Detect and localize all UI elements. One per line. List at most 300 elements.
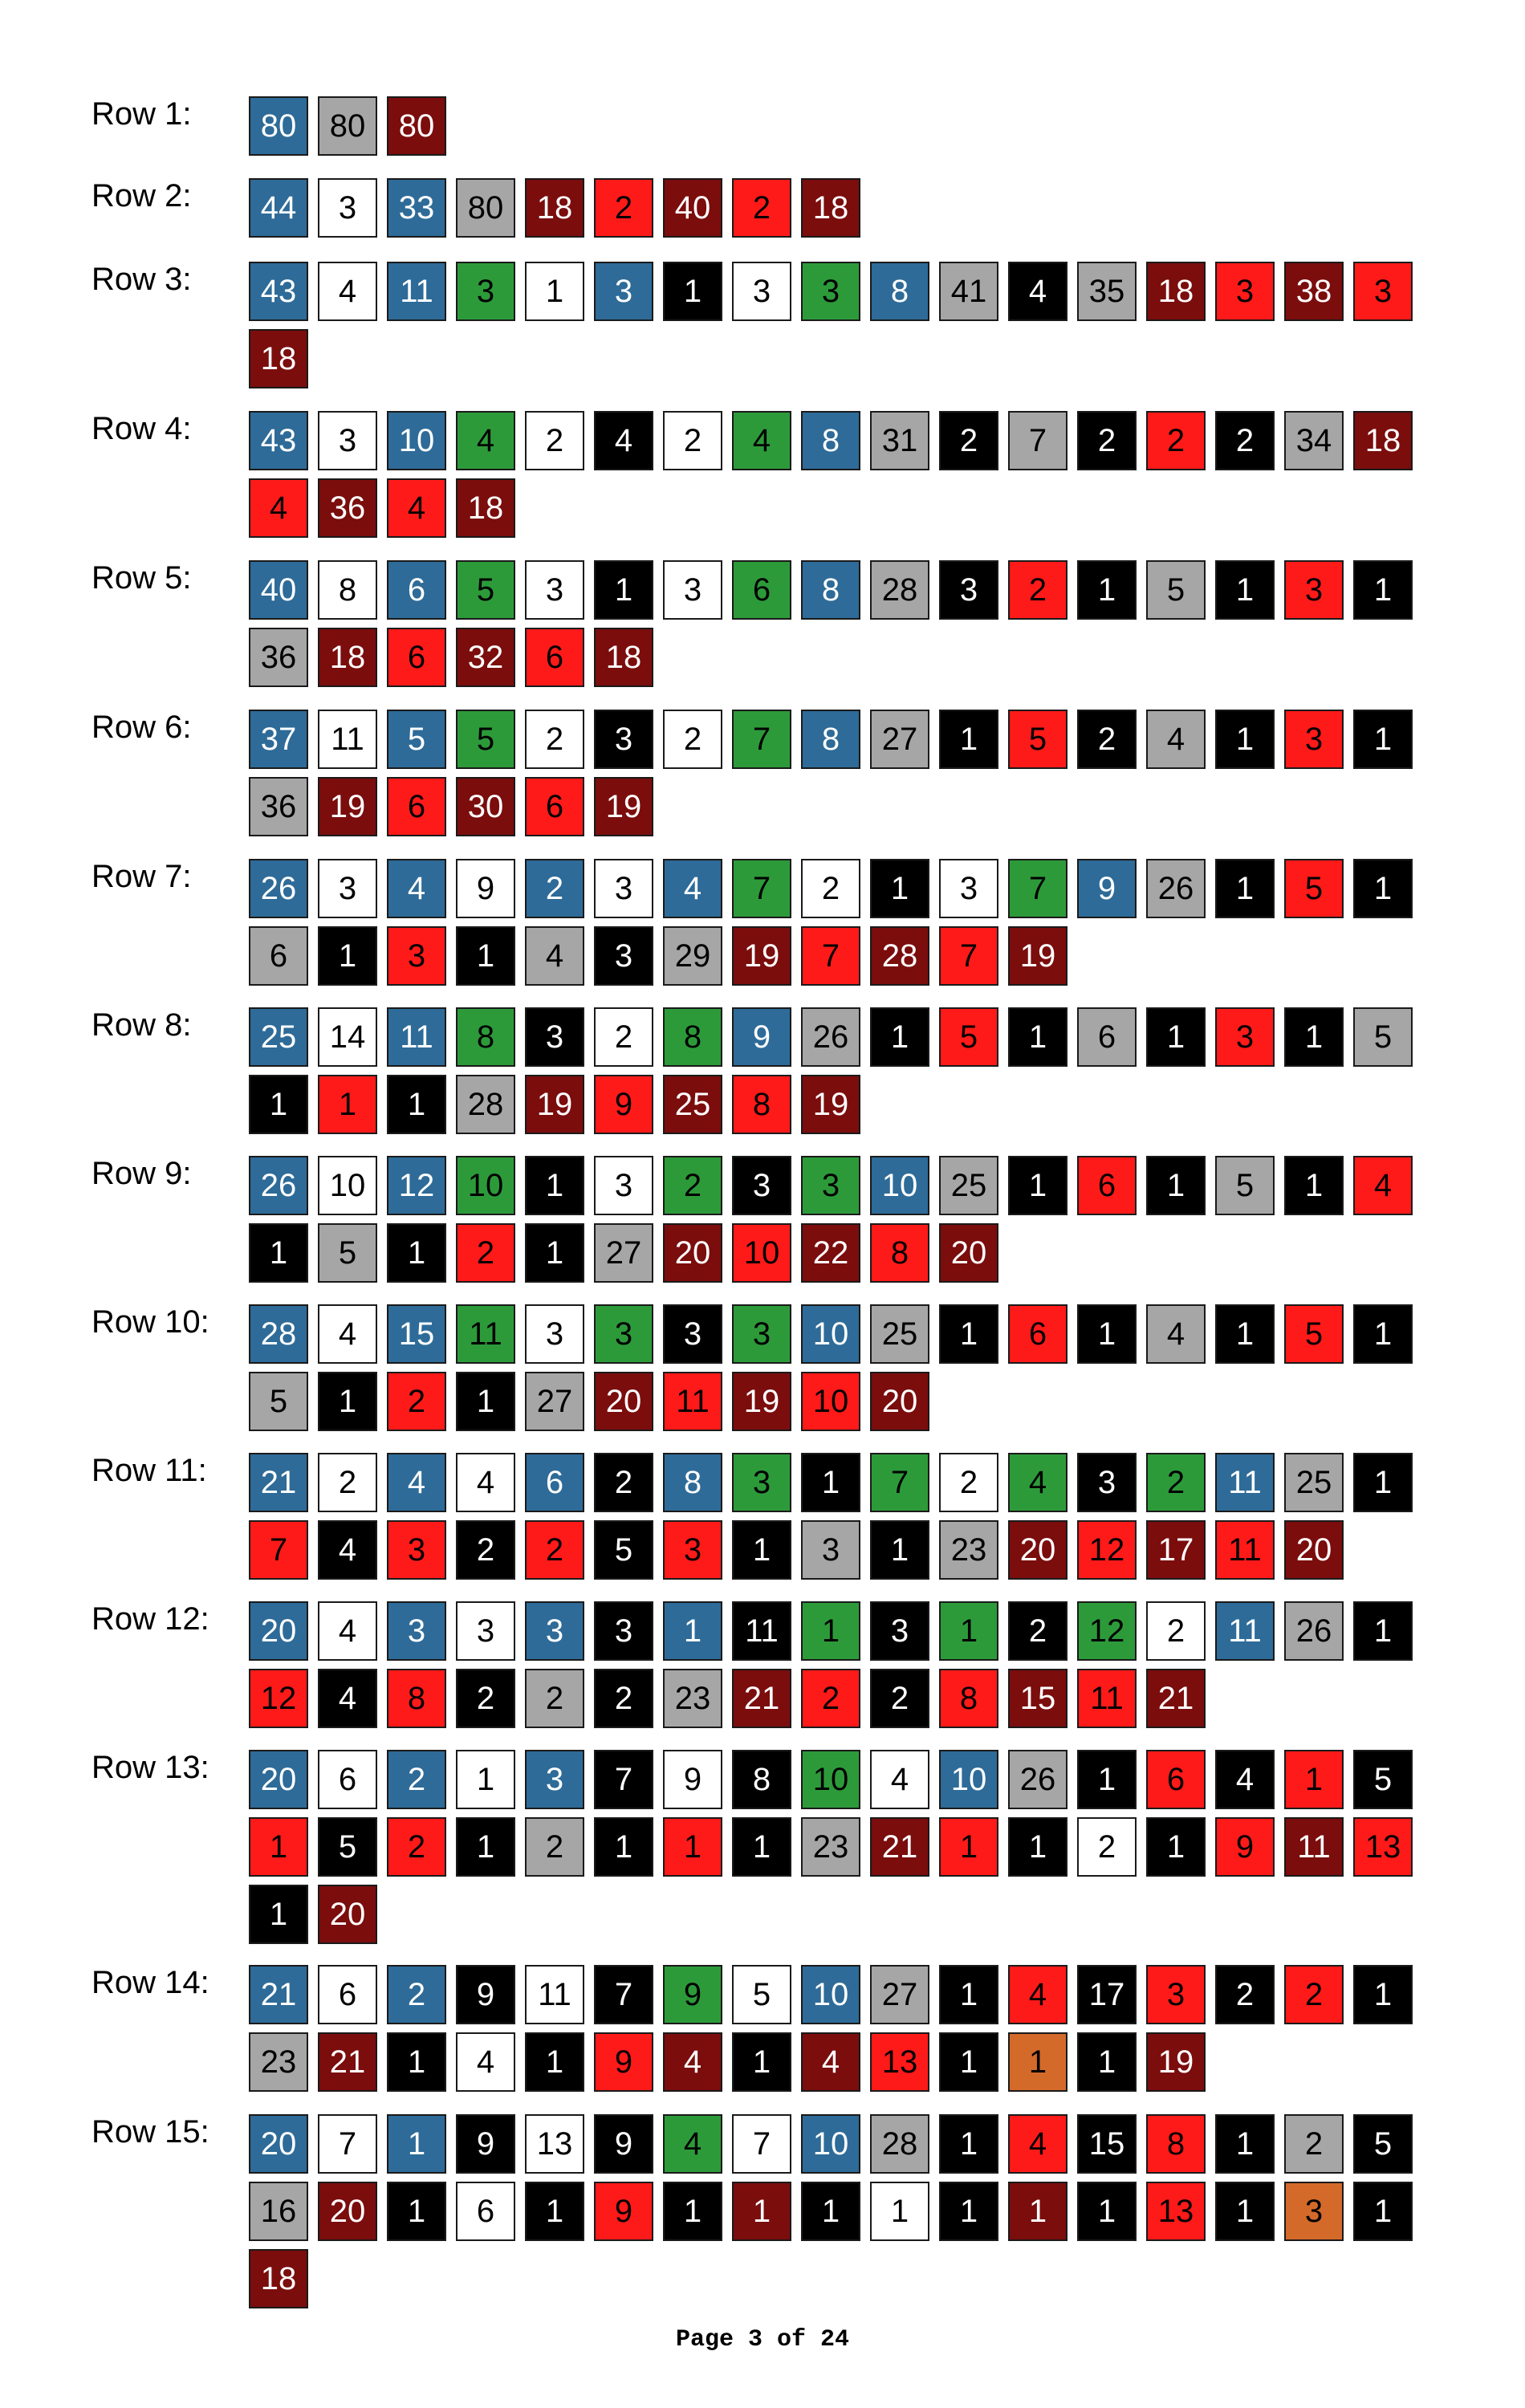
row-label: Row 12: [92, 1601, 209, 1637]
stitch-cell: 20 [1008, 1520, 1068, 1580]
stitch-cell: 9 [456, 1965, 515, 2024]
stitch-cell: 1 [732, 2032, 791, 2092]
stitch-cell: 28 [456, 1075, 515, 1134]
row-label: Row 7: [92, 859, 192, 894]
stitch-cell: 1 [663, 262, 722, 321]
stitch-cell: 4 [1146, 1304, 1206, 1364]
stitch-cell: 11 [1077, 1669, 1137, 1728]
stitch-cell: 1 [1215, 710, 1275, 769]
stitch-cell: 1 [387, 2032, 446, 2092]
stitch-cell: 7 [732, 710, 791, 769]
stitch-cell: 1 [1215, 2182, 1275, 2241]
stitch-cell: 9 [594, 2032, 653, 2092]
stitch-cell: 3 [870, 1601, 929, 1661]
stitch-cell: 1 [870, 1520, 929, 1580]
stitch-cell: 3 [525, 1750, 584, 1809]
stitch-cell: 1 [1284, 1007, 1344, 1067]
stitch-cell: 1 [1077, 560, 1137, 620]
stitch-cell: 9 [594, 2114, 653, 2174]
stitch-cell: 4 [318, 1304, 377, 1364]
stitch-cell: 10 [870, 1156, 929, 1215]
stitch-cell: 14 [318, 1007, 377, 1067]
stitch-cell: 8 [663, 1007, 722, 1067]
stitch-cell: 19 [525, 1075, 584, 1134]
stitch-cell: 2 [801, 1669, 860, 1728]
stitch-cell: 4 [1353, 1156, 1413, 1215]
stitch-cell: 10 [801, 1965, 860, 2024]
row-label: Row 5: [92, 560, 192, 596]
stitch-cell: 1 [456, 1372, 515, 1431]
row-label: Row 2: [92, 178, 192, 214]
stitch-cell: 9 [732, 1007, 791, 1067]
stitch-cell: 1 [939, 1965, 998, 2024]
stitch-cell: 2 [1077, 411, 1137, 470]
stitch-cell: 26 [1146, 859, 1206, 918]
stitch-cell: 3 [594, 926, 653, 986]
stitch-cell: 1 [1077, 1750, 1137, 1809]
stitch-cell: 2 [1146, 1601, 1206, 1661]
stitch-cell: 4 [1008, 2114, 1068, 2174]
stitch-cell: 1 [1215, 560, 1275, 620]
stitch-cell: 1 [1008, 2032, 1068, 2092]
stitch-cell: 2 [1008, 1601, 1068, 1661]
stitch-cell: 4 [732, 411, 791, 470]
stitch-cell: 2 [594, 178, 653, 238]
stitch-cell: 8 [801, 411, 860, 470]
stitch-cell: 4 [318, 1601, 377, 1661]
stitch-cell: 6 [732, 560, 791, 620]
stitch-cell: 2 [1215, 1965, 1275, 2024]
stitch-cell: 26 [801, 1007, 860, 1067]
row-label: Row 1: [92, 96, 192, 132]
stitch-cell: 6 [1008, 1304, 1068, 1364]
stitch-cell: 5 [1284, 859, 1344, 918]
stitch-cell: 17 [1077, 1965, 1137, 2024]
stitch-cell: 2 [525, 710, 584, 769]
stitch-cell: 80 [456, 178, 515, 238]
stitch-cell: 5 [1353, 1007, 1413, 1067]
stitch-cell: 9 [1215, 1817, 1275, 1877]
stitch-cell: 15 [387, 1304, 446, 1364]
stitch-cell: 9 [1077, 859, 1137, 918]
stitch-cell: 18 [801, 178, 860, 238]
stitch-cell: 2 [387, 1817, 446, 1877]
stitch-cell: 3 [1215, 1007, 1275, 1067]
stitch-cell: 36 [249, 628, 308, 687]
stitch-cell: 1 [1353, 1965, 1413, 2024]
stitch-cell: 6 [456, 2182, 515, 2241]
stitch-cell: 4 [1008, 262, 1068, 321]
stitch-cell: 11 [1215, 1601, 1275, 1661]
stitch-cell: 3 [1353, 262, 1413, 321]
stitch-cell: 2 [525, 1520, 584, 1580]
stitch-cell: 3 [939, 560, 998, 620]
stitch-cell: 3 [318, 178, 377, 238]
stitch-cell: 1 [1077, 2182, 1137, 2241]
stitch-cell: 1 [939, 1817, 998, 1877]
stitch-cell: 19 [732, 926, 791, 986]
stitch-cell: 4 [663, 2032, 722, 2092]
stitch-cell: 2 [1146, 411, 1206, 470]
stitch-cell: 2 [594, 1669, 653, 1728]
stitch-cell: 1 [249, 1817, 308, 1877]
stitch-cell: 10 [801, 2114, 860, 2174]
stitch-cell: 19 [1008, 926, 1068, 986]
stitch-cell: 11 [318, 710, 377, 769]
stitch-cell: 1 [939, 1304, 998, 1364]
row-label: Row 10: [92, 1304, 209, 1340]
stitch-cell: 3 [594, 1156, 653, 1215]
stitch-cell: 25 [663, 1075, 722, 1134]
stitch-cell: 2 [1284, 2114, 1344, 2174]
stitch-cell: 38 [1284, 262, 1344, 321]
stitch-cell: 1 [939, 2032, 998, 2092]
stitch-cell: 1 [1353, 2182, 1413, 2241]
stitch-cell: 2 [456, 1223, 515, 1283]
stitch-cell: 11 [456, 1304, 515, 1364]
stitch-cell: 26 [1008, 1750, 1068, 1809]
stitch-cell: 26 [1284, 1601, 1344, 1661]
stitch-cell: 23 [801, 1817, 860, 1877]
stitch-cell: 3 [732, 1304, 791, 1364]
stitch-cell: 1 [939, 1601, 998, 1661]
stitch-cell: 1 [1284, 1750, 1344, 1809]
stitch-cell: 10 [939, 1750, 998, 1809]
stitch-cell: 3 [594, 262, 653, 321]
stitch-cell: 1 [1215, 1304, 1275, 1364]
stitch-cell: 1 [1146, 1007, 1206, 1067]
stitch-cell: 1 [318, 1372, 377, 1431]
stitch-cell: 1 [387, 2114, 446, 2174]
stitch-cell: 5 [1008, 710, 1068, 769]
stitch-cell: 27 [525, 1372, 584, 1431]
stitch-cell: 12 [249, 1669, 308, 1728]
stitch-cell: 1 [525, 2182, 584, 2241]
stitch-cell: 5 [387, 710, 446, 769]
stitch-cell: 1 [456, 1750, 515, 1809]
stitch-cell: 36 [318, 478, 377, 538]
stitch-cell: 18 [1353, 411, 1413, 470]
stitch-cell: 8 [732, 1075, 791, 1134]
stitch-cell: 2 [939, 411, 998, 470]
stitch-cell: 3 [594, 859, 653, 918]
stitch-cell: 8 [1146, 2114, 1206, 2174]
stitch-cell: 1 [249, 1885, 308, 1944]
stitch-cell: 13 [525, 2114, 584, 2174]
stitch-cell: 6 [525, 628, 584, 687]
stitch-cell: 15 [1077, 2114, 1137, 2174]
stitch-cell: 5 [732, 1965, 791, 2024]
stitch-cell: 2 [732, 178, 791, 238]
stitch-cell: 4 [870, 1750, 929, 1809]
stitch-cell: 3 [801, 1520, 860, 1580]
stitch-cell: 2 [456, 1669, 515, 1728]
stitch-cell: 25 [870, 1304, 929, 1364]
stitch-cell: 4 [594, 411, 653, 470]
stitch-cell: 43 [249, 262, 308, 321]
stitch-cell: 2 [525, 1817, 584, 1877]
stitch-cell: 1 [1215, 2114, 1275, 2174]
stitch-cell: 4 [525, 926, 584, 986]
stitch-cell: 5 [456, 710, 515, 769]
stitch-cell: 3 [318, 411, 377, 470]
stitch-cell: 4 [1008, 1453, 1068, 1512]
stitch-cell: 1 [1215, 859, 1275, 918]
stitch-cell: 6 [525, 1453, 584, 1512]
stitch-cell: 6 [387, 628, 446, 687]
stitch-cell: 1 [387, 2182, 446, 2241]
stitch-cell: 9 [594, 2182, 653, 2241]
stitch-cell: 7 [732, 2114, 791, 2174]
stitch-cell: 1 [1284, 1156, 1344, 1215]
stitch-cell: 13 [870, 2032, 929, 2092]
stitch-cell: 23 [939, 1520, 998, 1580]
stitch-cell: 2 [594, 1007, 653, 1067]
stitch-cell: 1 [1146, 1817, 1206, 1877]
page-footer: Page 3 of 24 [675, 2326, 850, 2353]
stitch-cell: 3 [801, 1156, 860, 1215]
stitch-cell: 2 [1008, 560, 1068, 620]
stitch-cell: 15 [1008, 1669, 1068, 1728]
stitch-cell: 25 [249, 1007, 308, 1067]
stitch-cell: 11 [387, 262, 446, 321]
stitch-cell: 1 [318, 1075, 377, 1134]
stitch-cell: 1 [318, 926, 377, 986]
stitch-cell: 10 [387, 411, 446, 470]
stitch-cell: 9 [663, 1965, 722, 2024]
row-label: Row 8: [92, 1007, 192, 1043]
stitch-cell: 6 [387, 777, 446, 836]
row-label: Row 13: [92, 1750, 209, 1785]
stitch-cell: 4 [456, 411, 515, 470]
stitch-cell: 5 [318, 1817, 377, 1877]
stitch-cell: 19 [801, 1075, 860, 1134]
stitch-cell: 8 [870, 262, 929, 321]
stitch-cell: 12 [1077, 1520, 1137, 1580]
stitch-cell: 4 [663, 2114, 722, 2174]
stitch-cell: 7 [1008, 411, 1068, 470]
stitch-cell: 1 [387, 1075, 446, 1134]
stitch-cell: 3 [1284, 2182, 1344, 2241]
stitch-cell: 1 [663, 1817, 722, 1877]
stitch-cell: 11 [732, 1601, 791, 1661]
stitch-cell: 1 [1353, 1601, 1413, 1661]
stitch-cell: 18 [318, 628, 377, 687]
stitch-cell: 1 [1008, 1156, 1068, 1215]
stitch-cell: 6 [249, 926, 308, 986]
stitch-cell: 2 [801, 859, 860, 918]
stitch-cell: 7 [801, 926, 860, 986]
stitch-cell: 7 [732, 859, 791, 918]
stitch-cell: 3 [456, 262, 515, 321]
stitch-cell: 1 [456, 1817, 515, 1877]
stitch-cell: 21 [1146, 1669, 1206, 1728]
stitch-cell: 34 [1284, 411, 1344, 470]
stitch-cell: 40 [663, 178, 722, 238]
stitch-cell: 3 [525, 1304, 584, 1364]
stitch-cell: 1 [801, 2182, 860, 2241]
stitch-cell: 28 [870, 2114, 929, 2174]
stitch-cell: 1 [1077, 2032, 1137, 2092]
stitch-cell: 5 [1146, 560, 1206, 620]
stitch-cell: 2 [594, 1453, 653, 1512]
stitch-cell: 36 [249, 777, 308, 836]
stitch-cell: 3 [663, 560, 722, 620]
stitch-cell: 1 [1353, 859, 1413, 918]
stitch-cell: 1 [801, 1453, 860, 1512]
stitch-cell: 7 [318, 2114, 377, 2174]
stitch-cell: 2 [456, 1520, 515, 1580]
stitch-cell: 28 [870, 560, 929, 620]
stitch-cell: 2 [663, 710, 722, 769]
stitch-cell: 20 [1284, 1520, 1344, 1580]
stitch-cell: 3 [525, 1007, 584, 1067]
stitch-cell: 20 [870, 1372, 929, 1431]
stitch-cell: 1 [732, 2182, 791, 2241]
stitch-cell: 30 [456, 777, 515, 836]
stitch-cell: 35 [1077, 262, 1137, 321]
stitch-cell: 21 [870, 1817, 929, 1877]
stitch-cell: 43 [249, 411, 308, 470]
stitch-cell: 17 [1146, 1520, 1206, 1580]
stitch-cell: 1 [663, 1601, 722, 1661]
stitch-cell: 4 [318, 1520, 377, 1580]
stitch-cell: 11 [1284, 1817, 1344, 1877]
stitch-cell: 18 [1146, 262, 1206, 321]
stitch-cell: 7 [249, 1520, 308, 1580]
stitch-cell: 80 [318, 96, 377, 156]
stitch-cell: 10 [318, 1156, 377, 1215]
row-label: Row 3: [92, 262, 192, 297]
stitch-cell: 18 [249, 2249, 308, 2308]
stitch-cell: 1 [1008, 2182, 1068, 2241]
stitch-cell: 16 [249, 2182, 308, 2241]
stitch-cell: 20 [663, 1223, 722, 1283]
stitch-cell: 4 [456, 1453, 515, 1512]
stitch-cell: 4 [1008, 1965, 1068, 2024]
stitch-cell: 8 [801, 560, 860, 620]
stitch-cell: 3 [1284, 560, 1344, 620]
stitch-cell: 31 [870, 411, 929, 470]
stitch-cell: 1 [525, 1223, 584, 1283]
stitch-cell: 1 [456, 926, 515, 986]
stitch-cell: 2 [663, 411, 722, 470]
stitch-cell: 6 [318, 1750, 377, 1809]
stitch-cell: 3 [663, 1520, 722, 1580]
stitch-cell: 1 [663, 2182, 722, 2241]
stitch-cell: 7 [594, 1965, 653, 2024]
stitch-cell: 28 [870, 926, 929, 986]
stitch-cell: 6 [1077, 1156, 1137, 1215]
stitch-cell: 1 [801, 1601, 860, 1661]
stitch-cell: 4 [1146, 710, 1206, 769]
row-label: Row 4: [92, 411, 192, 446]
stitch-cell: 1 [732, 1520, 791, 1580]
stitch-cell: 5 [1353, 2114, 1413, 2174]
stitch-cell: 1 [1077, 1304, 1137, 1364]
stitch-cell: 3 [594, 1304, 653, 1364]
stitch-cell: 10 [732, 1223, 791, 1283]
stitch-cell: 3 [594, 1601, 653, 1661]
stitch-cell: 27 [594, 1223, 653, 1283]
stitch-cell: 1 [525, 262, 584, 321]
stitch-cell: 1 [939, 2182, 998, 2241]
stitch-cell: 3 [318, 859, 377, 918]
stitch-cell: 4 [387, 478, 446, 538]
stitch-cell: 4 [456, 2032, 515, 2092]
stitch-cell: 3 [1146, 1965, 1206, 2024]
stitch-cell: 21 [318, 2032, 377, 2092]
stitch-cell: 5 [1215, 1156, 1275, 1215]
stitch-cell: 5 [594, 1520, 653, 1580]
stitch-cell: 5 [939, 1007, 998, 1067]
stitch-cell: 20 [594, 1372, 653, 1431]
stitch-cell: 2 [870, 1669, 929, 1728]
stitch-cell: 3 [732, 1453, 791, 1512]
stitch-cell: 11 [525, 1965, 584, 2024]
stitch-cell: 6 [525, 777, 584, 836]
stitch-cell: 22 [801, 1223, 860, 1283]
stitch-cell: 29 [663, 926, 722, 986]
stitch-cell: 1 [249, 1075, 308, 1134]
stitch-cell: 7 [594, 1750, 653, 1809]
stitch-cell: 3 [594, 710, 653, 769]
stitch-cell: 2 [1077, 1817, 1137, 1877]
stitch-cell: 3 [525, 1601, 584, 1661]
stitch-cell: 18 [456, 478, 515, 538]
stitch-cell: 2 [525, 411, 584, 470]
stitch-cell: 10 [801, 1304, 860, 1364]
stitch-cell: 18 [525, 178, 584, 238]
stitch-cell: 80 [249, 96, 308, 156]
stitch-cell: 4 [801, 2032, 860, 2092]
stitch-cell: 1 [525, 1156, 584, 1215]
stitch-cell: 3 [387, 1601, 446, 1661]
row-label: Row 15: [92, 2114, 209, 2150]
stitch-cell: 3 [387, 1520, 446, 1580]
stitch-cell: 21 [732, 1669, 791, 1728]
stitch-cell: 1 [594, 1817, 653, 1877]
stitch-cell: 3 [732, 262, 791, 321]
stitch-cell: 28 [249, 1304, 308, 1364]
stitch-cell: 2 [1146, 1453, 1206, 1512]
stitch-cell: 2 [1284, 1965, 1344, 2024]
stitch-cell: 8 [318, 560, 377, 620]
stitch-cell: 18 [594, 628, 653, 687]
stitch-cell: 1 [732, 1817, 791, 1877]
stitch-cell: 1 [870, 1007, 929, 1067]
stitch-cell: 3 [801, 262, 860, 321]
row-label: Row 14: [92, 1965, 209, 2000]
stitch-cell: 2 [1215, 411, 1275, 470]
stitch-cell: 2 [663, 1156, 722, 1215]
stitch-cell: 9 [663, 1750, 722, 1809]
stitch-cell: 1 [1146, 1156, 1206, 1215]
stitch-cell: 19 [1146, 2032, 1206, 2092]
stitch-cell: 4 [318, 1669, 377, 1728]
stitch-cell: 4 [387, 859, 446, 918]
stitch-cell: 20 [249, 2114, 308, 2174]
stitch-cell: 44 [249, 178, 308, 238]
stitch-cell: 1 [939, 710, 998, 769]
stitch-cell: 4 [1215, 1750, 1275, 1809]
stitch-cell: 21 [249, 1965, 308, 2024]
stitch-cell: 1 [939, 2114, 998, 2174]
stitch-cell: 3 [1077, 1453, 1137, 1512]
stitch-cell: 11 [1215, 1520, 1275, 1580]
stitch-cell: 41 [939, 262, 998, 321]
stitch-cell: 33 [387, 178, 446, 238]
